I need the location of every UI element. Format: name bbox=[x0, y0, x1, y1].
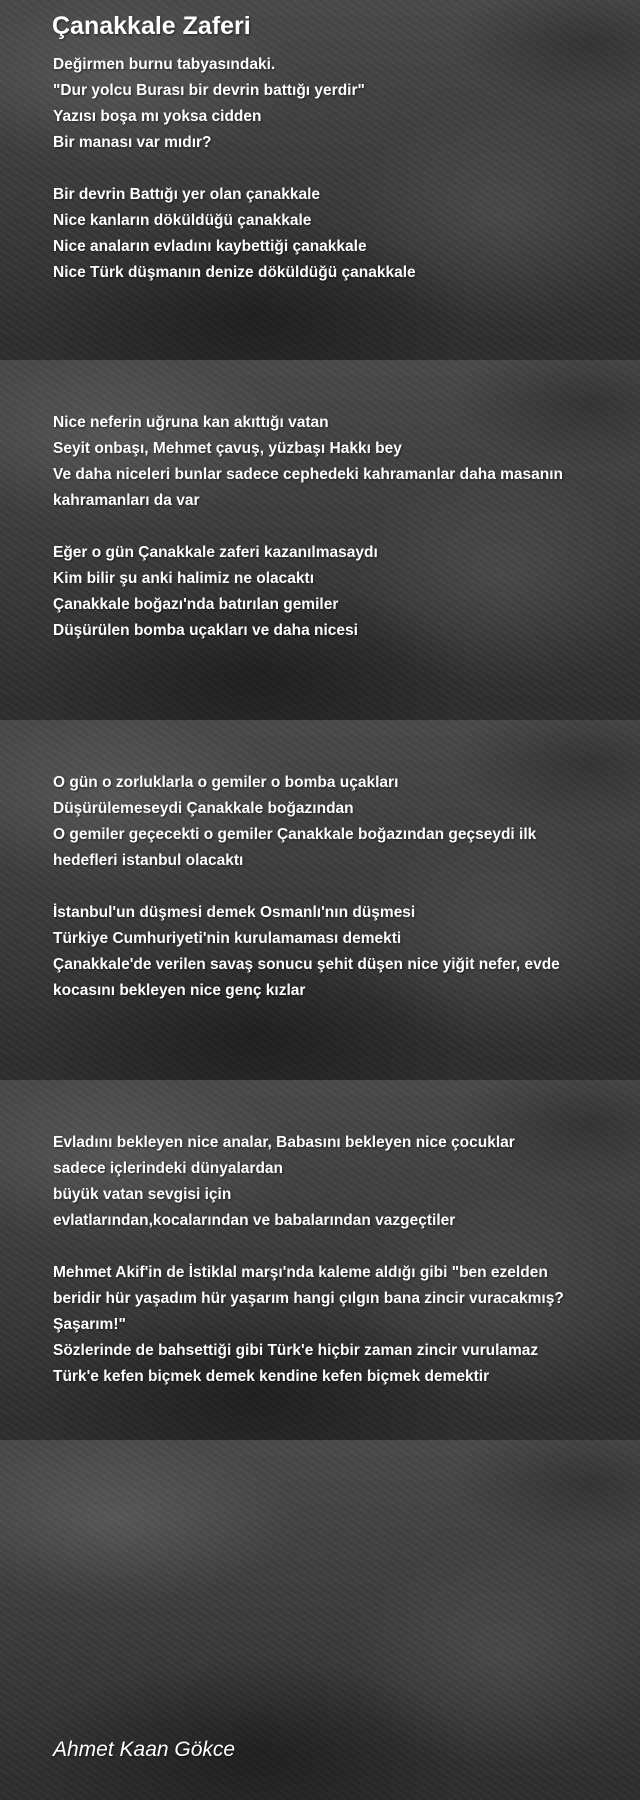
poem-line: Kim bilir şu anki halimiz ne olacaktı bbox=[53, 570, 314, 587]
stanza bbox=[53, 1260, 593, 1390]
poem-panel-4 bbox=[0, 1080, 640, 1440]
poem-line: Nice kanların döküldüğü çanakkale bbox=[53, 212, 312, 229]
poem-line: Bir devrin Battığı yer olan çanakkale bbox=[53, 186, 321, 203]
poem-line: evlatlarından,kocalarından ve babalarından vazgeçtiler bbox=[53, 1212, 456, 1229]
poem-line: Nice Türk düşmanın denize döküldüğü çanakkale bbox=[53, 264, 416, 281]
stanza bbox=[53, 52, 593, 156]
poem-line: Evladını bekleyen nice analar, Babasını bekleyen nice çocuklar bbox=[53, 1134, 515, 1151]
stanza bbox=[53, 1130, 593, 1234]
poem-author: Ahmet Kaan Gökce bbox=[53, 1738, 236, 1761]
poem-line: O gemiler geçecekti o gemiler Çanakkale boğazından geçseydi ilk hedefleri istanbul olacaktı bbox=[53, 826, 537, 869]
stanza bbox=[53, 182, 593, 286]
poem-line: O gün o zorluklarla o gemiler o bomba uçakları bbox=[53, 774, 399, 791]
poem-line: Eğer o gün Çanakkale zaferi kazanılmasaydı bbox=[53, 544, 378, 561]
poem-line: Türk'e kefen biçmek demek kendine kefen biçmek demektir bbox=[53, 1368, 490, 1385]
poem-line: sadece içlerindeki dünyalardan bbox=[53, 1160, 284, 1177]
stanza bbox=[53, 770, 593, 874]
poem-panel-5 bbox=[0, 1440, 640, 1800]
poem-panel-2 bbox=[0, 360, 640, 720]
poem-line: Ve daha niceleri bunlar sadece cephedeki kahramanlar daha masanın kahramanları da var bbox=[53, 466, 564, 509]
poem-line: Nice anaların evladını kaybettiği çanakkale bbox=[53, 238, 367, 255]
poem-line: Seyit onbaşı, Mehmet çavuş, yüzbaşı Hakkı bey bbox=[53, 440, 402, 457]
stanza bbox=[53, 410, 593, 514]
poem-line: büyük vatan sevgisi için bbox=[53, 1186, 232, 1203]
poem-line: Düşürülemeseydi Çanakkale boğazından bbox=[53, 800, 354, 817]
poem-panel-1 bbox=[0, 0, 640, 360]
poem-line: Mehmet Akif'in de İstiklal marşı'nda kaleme aldığı gibi "ben ezelden beridir hür yaşadım hür yaşarım hangi çılgın bana zincir vuracakmış? Şaşarım!" bbox=[53, 1264, 564, 1333]
stanza bbox=[53, 900, 593, 1004]
poem-line: Değirmen burnu tabyasındaki. bbox=[53, 56, 276, 73]
stanza bbox=[53, 540, 593, 644]
poem-line: Çanakkale boğazı'nda batırılan gemiler bbox=[53, 596, 339, 613]
poem-line: Nice neferin uğruna kan akıttığı vatan bbox=[53, 414, 329, 431]
poem-title: Çanakkale Zaferi bbox=[52, 12, 251, 40]
poem-line: Yazısı boşa mı yoksa cidden bbox=[53, 108, 262, 125]
poem-line: Çanakkale'de verilen savaş sonucu şehit düşen nice yiğit nefer, evde kocasını bekleyen nice genç kızlar bbox=[53, 956, 560, 999]
poem-line: Bir manası var mıdır? bbox=[53, 134, 212, 151]
poem-panel-3 bbox=[0, 720, 640, 1080]
poem-line: "Dur yolcu Burası bir devrin battığı yerdir" bbox=[53, 82, 365, 99]
poem-line: Sözlerinde de bahsettiği gibi Türk'e hiçbir zaman zincir vurulamaz bbox=[53, 1342, 539, 1359]
poem-line: Türkiye Cumhuriyeti'nin kurulamaması demekti bbox=[53, 930, 402, 947]
poem-line: Düşürülen bomba uçakları ve daha nicesi bbox=[53, 622, 358, 639]
poem-line: İstanbul'un düşmesi demek Osmanlı'nın düşmesi bbox=[53, 904, 416, 921]
